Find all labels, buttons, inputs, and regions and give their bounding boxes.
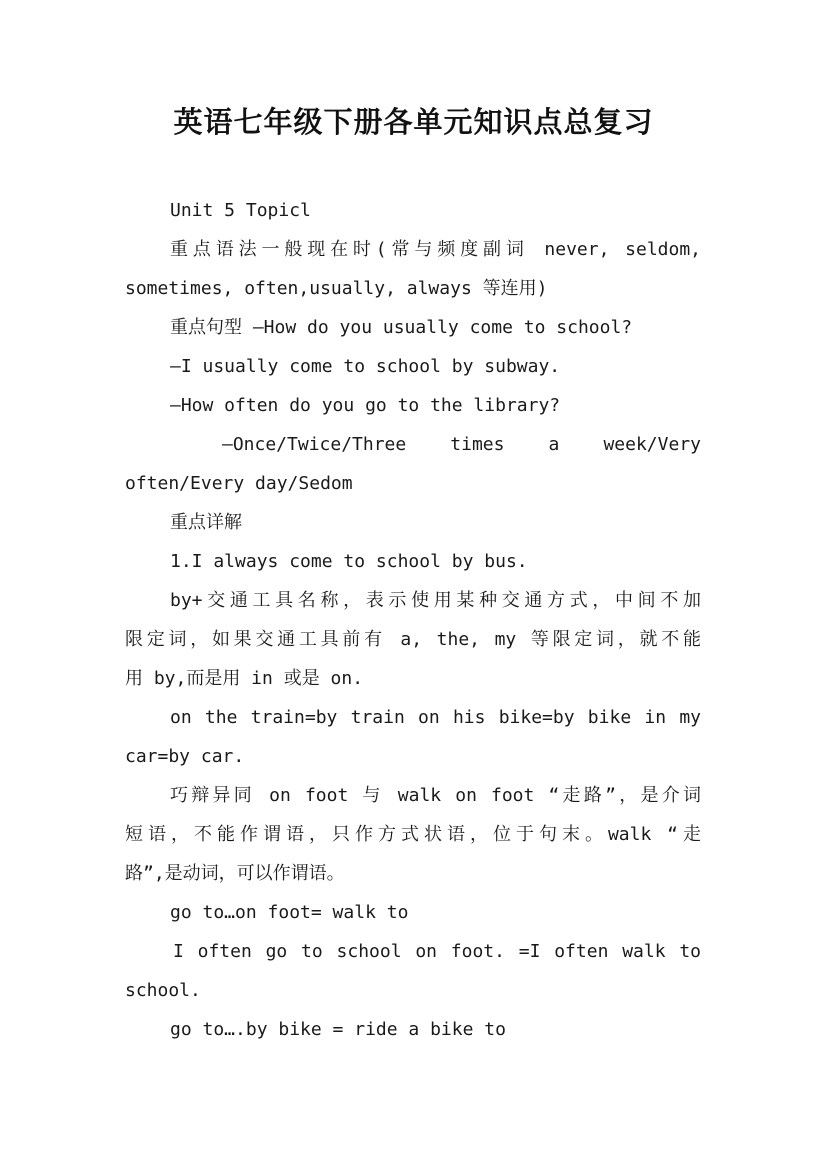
key-sentence-line-3: —How often do you go to the library? <box>170 395 561 416</box>
key-sentence-line-5: often/Every day/Sedom <box>125 473 353 494</box>
compare-line-1: 巧辩异同 on foot 与 walk on foot “走路”，是介词 <box>170 785 701 806</box>
document-title: 英语七年级下册各单元知识点总复习 <box>173 105 654 139</box>
detail-explain-line-2: 限定词，如果交通工具前有 a, the, my 等限定词，就不能 <box>125 629 701 650</box>
grammar-point-line-2: sometimes, often,usually, always 等连用) <box>125 278 548 299</box>
transport-examples-line-2: car=by car. <box>125 746 245 767</box>
key-sentence-line-4: —Once/Twice/Three times a week/Very <box>222 434 701 455</box>
document-body <box>125 191 701 1049</box>
example-walk-line-2: school. <box>125 980 201 1001</box>
key-sentence-line-2: —I usually come to school by subway. <box>170 356 561 377</box>
grammar-point-line-1: 重点语法一般现在时(常与频度副词 never, seldom, <box>170 239 701 260</box>
phrase-walk-to: go to…on foot= walk to <box>170 902 409 923</box>
compare-line-3: 路”,是动词，可以作谓语。 <box>125 863 345 884</box>
detail-explain-line-1: by+交通工具名称，表示使用某种交通方式，中间不加 <box>170 590 701 611</box>
detail-example-1: 1.I always come to school by bus. <box>170 551 528 572</box>
unit-heading: Unit 5 Topicl <box>170 200 311 221</box>
phrase-ride-bike: go to….by bike = ride a bike to <box>170 1019 506 1040</box>
compare-line-2: 短语，不能作谓语，只作方式状语，位于句末。walk “走 <box>125 824 701 845</box>
detail-heading: 重点详解 <box>170 512 242 533</box>
key-sentence-line-1: 重点句型 —How do you usually come to school? <box>170 317 633 338</box>
transport-examples-line-1: on the train=by train on his bike=by bike in my <box>170 707 701 728</box>
example-walk-line-1: I often go to school on foot. =I often walk to <box>173 941 701 962</box>
detail-explain-line-3: 用 by,而是用 in 或是 on. <box>125 668 364 689</box>
